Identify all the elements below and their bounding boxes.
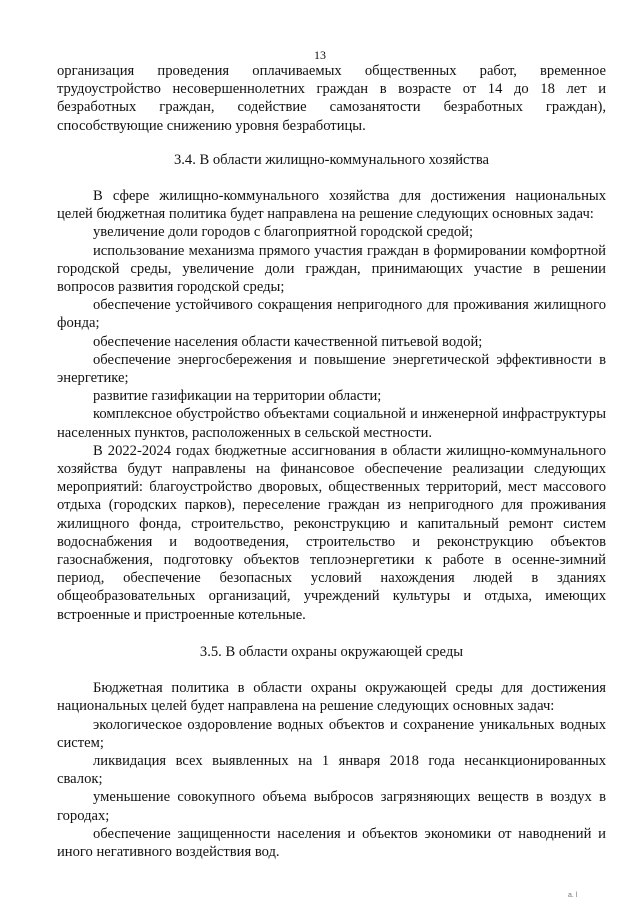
section-3-4-heading: 3.4. В области жилищно-коммунального хозяйства (173, 151, 490, 168)
section-3-4-task: обеспечение энергосбережения и повышение энергетической эффективности в энергетике; (57, 351, 606, 387)
footer-mark: a. l (568, 892, 578, 899)
section-3-5-task: уменьшение совокупного объема выбросов загрязняющих веществ в воздух в городах; (57, 789, 606, 824)
section-3-4-task: использование механизма прямого участия граждан в формировании комфортной городской среды, увеличение доли граждан, принимающих участие в решении вопросов развития городской среды; (57, 242, 606, 296)
section-3-5-task: экологическое оздоровление водных объектов и сохранение уникальных водных систем; (57, 716, 606, 751)
section-3-4-task: обеспечение населения области качественной питьевой водой; (93, 333, 483, 350)
section-3-5-task: ликвидация всех выявленных на 1 января 2018 года несанкционированных свалок; (57, 752, 606, 788)
section-3-5-intro: Бюджетная политика в области охраны окружающей среды для достижения национальных целей будет направлена на решение следующих основных задач: (57, 680, 606, 715)
section-3-5-heading: 3.5. В области охраны окружающей среды (199, 643, 464, 660)
section-3-4-task: комплексное обустройство объектами социальной и инженерной инфраструктуры населенных пунктов, расположенных в сельской местности. (57, 406, 606, 441)
page-number: 13 (314, 48, 326, 62)
section-3-4-task: обеспечение устойчивого сокращения непригодного для проживания жилищного фонда; (57, 297, 606, 332)
document-body (57, 62, 606, 861)
section-3-4-task: увеличение доли городов с благоприятной городской средой; (93, 224, 474, 241)
section-3-5-task: обеспечение защищенности населения и объектов экономики от наводнений и иного негативного воздействия вод. (57, 825, 606, 860)
section-3-4-task: развитие газификации на территории области; (93, 388, 382, 405)
intro-continuation-paragraph: организация проведения оплачиваемых общественных работ, временное трудоустройство несовершеннолетних граждан в возрасте от 14 до 18 лет и безработных граждан, содействие самозанятости безработных граждан), способствующие снижению уровня безработицы. (57, 63, 606, 134)
section-3-4-financing-paragraph: В 2022-2024 годах бюджетные ассигнования в области жилищно-коммунального хозяйства будут направлены на финансовое обеспечение реализации следующих мероприятий: благоустройство дворовых, общественных территорий, мест массового отдыха (городских парков), переселение граждан из непригодного для проживания жилищного фонда, строительство, реконструкцию и капитальный ремонт систем водоснабжения и водоотведения, строительство и реконструкцию объектов газоснабжения, подготовку объектов теплоэнергетики к работе в осенне-зимний период, обеспечение безопасных условий нахождения людей в зданиях общеобразовательных организаций, учреждений культуры и отдыха, имеющих встроенные и пристроенные котельные. (57, 442, 606, 623)
section-3-4-intro: В сфере жилищно-коммунального хозяйства для достижения национальных целей бюджетная политика будет направлена на решение следующих основных задач: (57, 188, 606, 223)
